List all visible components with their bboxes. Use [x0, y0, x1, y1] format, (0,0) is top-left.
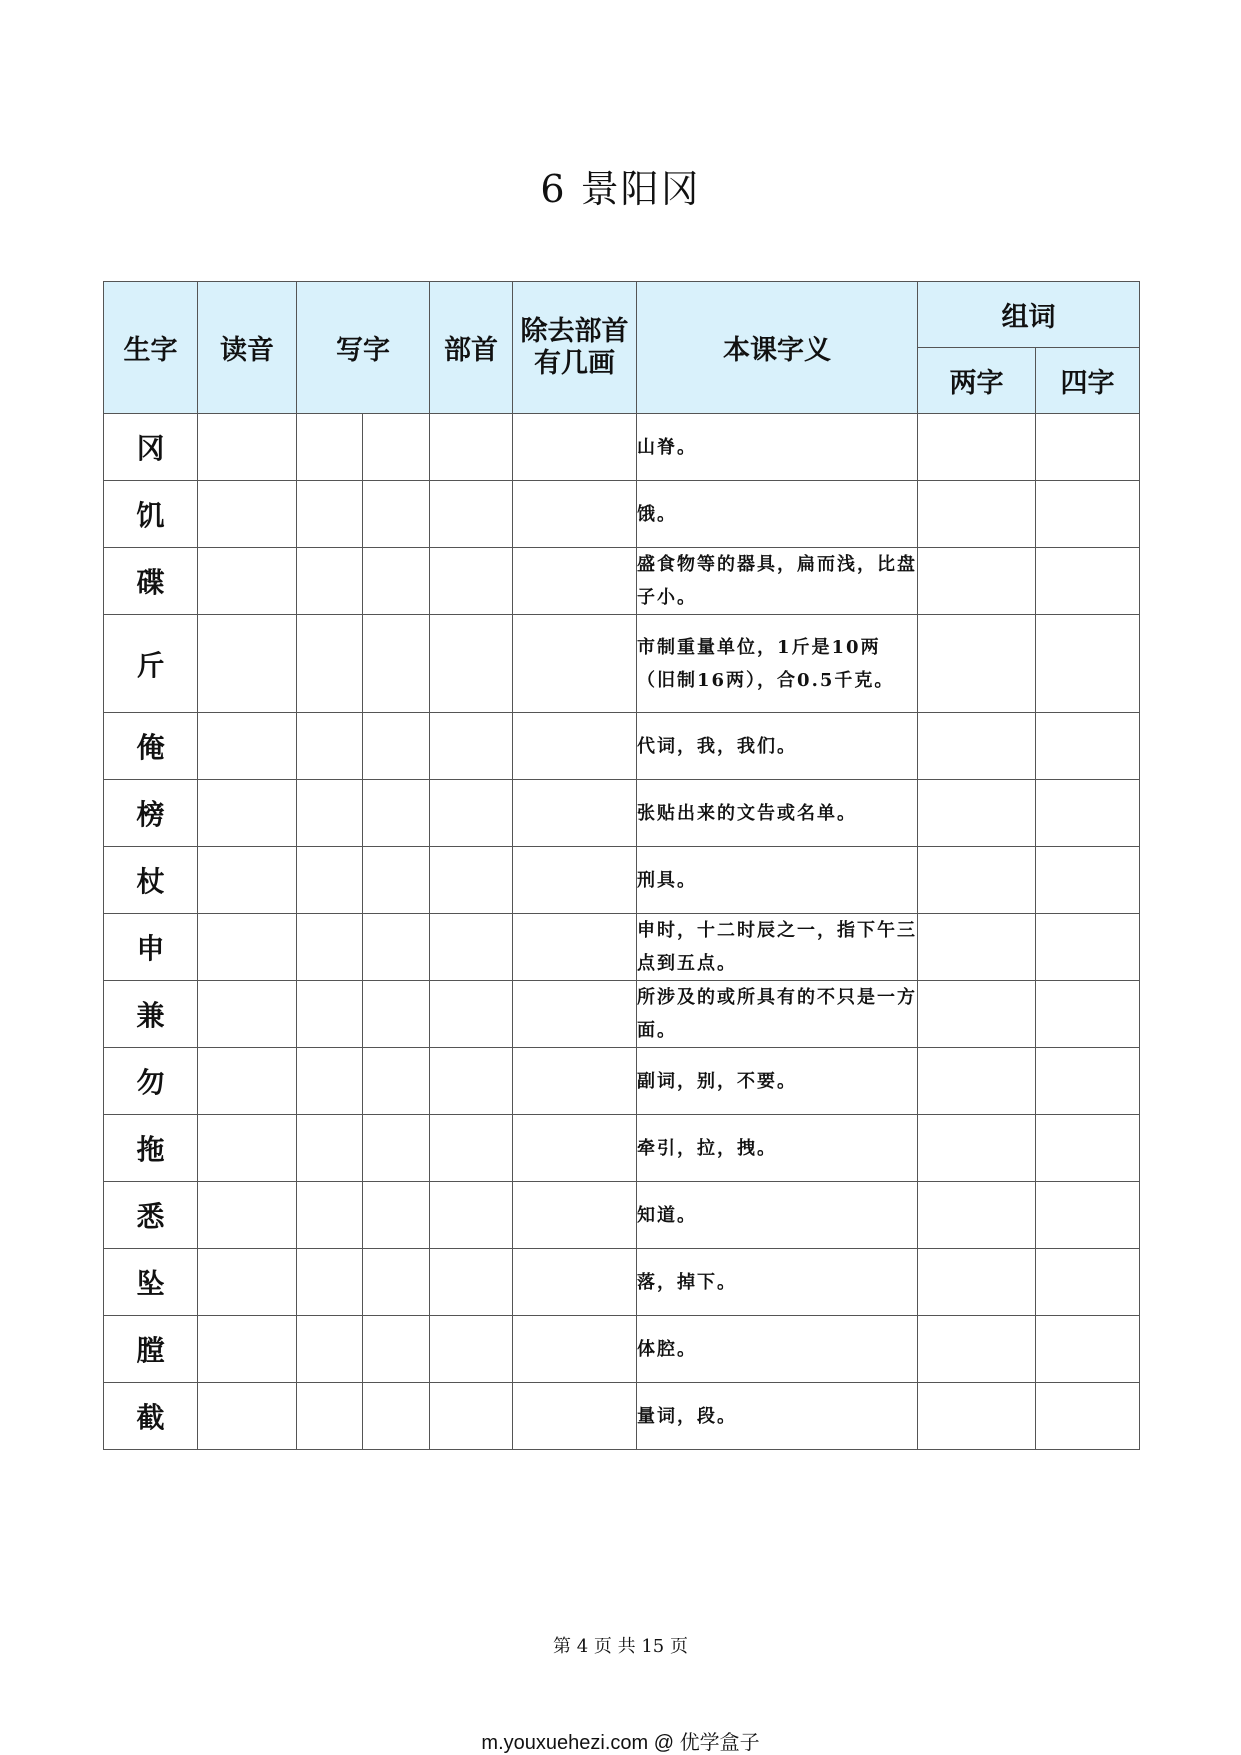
table-row	[104, 1115, 1140, 1182]
write-cell-1[interactable]	[297, 1048, 363, 1115]
meaning-cell: 牵引，拉，拽。	[637, 1115, 918, 1182]
meaning-cell: 落，掉下。	[637, 1249, 918, 1316]
char-cell: 悉	[104, 1182, 198, 1249]
header-char: 生字	[104, 282, 198, 414]
strokes-cell[interactable]	[513, 615, 637, 713]
write-cell-1[interactable]	[297, 1249, 363, 1316]
strokes-cell[interactable]	[513, 1316, 637, 1383]
write-cell-1[interactable]	[297, 981, 363, 1048]
write-cell-2[interactable]	[363, 847, 430, 914]
pinyin-cell[interactable]	[198, 481, 297, 548]
meaning-cell: 代词，我，我们。	[637, 713, 918, 780]
write-cell-2[interactable]	[363, 1048, 430, 1115]
pinyin-cell[interactable]	[198, 1316, 297, 1383]
header-four-char: 四字	[1036, 348, 1140, 414]
header-two-char: 两字	[918, 348, 1036, 414]
table-row	[104, 847, 1140, 914]
two-char-word-cell[interactable]	[918, 1182, 1036, 1249]
two-char-word-cell[interactable]	[918, 615, 1036, 713]
strokes-cell[interactable]	[513, 847, 637, 914]
char-cell: 饥	[104, 481, 198, 548]
site-watermark: m.youxuehezi.com @ 优学盒子	[481, 1732, 760, 1754]
four-char-word-cell[interactable]	[1036, 981, 1140, 1048]
table-row	[104, 713, 1140, 780]
strokes-cell[interactable]	[513, 548, 637, 615]
strokes-cell[interactable]	[513, 1249, 637, 1316]
four-char-word-cell[interactable]	[1036, 1048, 1140, 1115]
four-char-word-cell[interactable]	[1036, 1182, 1140, 1249]
write-cell-2[interactable]	[363, 713, 430, 780]
char-cell: 截	[104, 1383, 198, 1450]
pinyin-cell[interactable]	[198, 713, 297, 780]
radical-cell[interactable]	[430, 1383, 513, 1450]
meaning-cell: 申时，十二时辰之一，指下午三点到五点。	[637, 914, 918, 981]
pinyin-cell[interactable]	[198, 615, 297, 713]
four-char-word-cell[interactable]	[1036, 914, 1140, 981]
table-row	[104, 1249, 1140, 1316]
pinyin-cell[interactable]	[198, 1048, 297, 1115]
write-cell-1[interactable]	[297, 847, 363, 914]
radical-cell[interactable]	[430, 1115, 513, 1182]
write-cell-2[interactable]	[363, 548, 430, 615]
four-char-word-cell[interactable]	[1036, 780, 1140, 847]
table-row	[104, 481, 1140, 548]
pinyin-cell[interactable]	[198, 780, 297, 847]
two-char-word-cell[interactable]	[918, 780, 1036, 847]
radical-cell[interactable]	[430, 981, 513, 1048]
write-cell-2[interactable]	[363, 981, 430, 1048]
write-cell-1[interactable]	[297, 780, 363, 847]
header-meaning: 本课字义	[637, 282, 918, 414]
table-row	[104, 981, 1140, 1048]
radical-cell[interactable]	[430, 1316, 513, 1383]
radical-cell[interactable]	[430, 1182, 513, 1249]
write-cell-1[interactable]	[297, 914, 363, 981]
strokes-cell[interactable]	[513, 780, 637, 847]
meaning-cell: 所涉及的或所具有的不只是一方面。	[637, 981, 918, 1048]
char-cell: 勿	[104, 1048, 198, 1115]
write-cell-2[interactable]	[363, 414, 430, 481]
two-char-word-cell[interactable]	[918, 1383, 1036, 1450]
write-cell-2[interactable]	[363, 615, 430, 713]
table-row	[104, 1316, 1140, 1383]
write-cell-1[interactable]	[297, 615, 363, 713]
header-strokes: 除去部首有几画	[513, 282, 637, 414]
two-char-word-cell[interactable]	[918, 847, 1036, 914]
meaning-cell: 市制重量单位，1斤是10两（旧制16两），合0.5千克。	[637, 615, 918, 713]
vocab-table	[103, 281, 1140, 1450]
four-char-word-cell[interactable]	[1036, 548, 1140, 615]
char-cell: 斤	[104, 615, 198, 713]
strokes-cell[interactable]	[513, 1383, 637, 1450]
write-cell-1[interactable]	[297, 548, 363, 615]
radical-cell[interactable]	[430, 481, 513, 548]
radical-cell[interactable]	[430, 780, 513, 847]
four-char-word-cell[interactable]	[1036, 1249, 1140, 1316]
write-cell-2[interactable]	[363, 914, 430, 981]
char-cell: 杖	[104, 847, 198, 914]
table-row	[104, 914, 1140, 981]
two-char-word-cell[interactable]	[918, 548, 1036, 615]
strokes-cell[interactable]	[513, 481, 637, 548]
write-cell-1[interactable]	[297, 1316, 363, 1383]
write-cell-2[interactable]	[363, 1115, 430, 1182]
write-cell-1[interactable]	[297, 481, 363, 548]
four-char-word-cell[interactable]	[1036, 1316, 1140, 1383]
strokes-cell[interactable]	[513, 713, 637, 780]
radical-cell[interactable]	[430, 548, 513, 615]
radical-cell[interactable]	[430, 1249, 513, 1316]
radical-cell[interactable]	[430, 414, 513, 481]
pinyin-cell[interactable]	[198, 414, 297, 481]
page-title: 6 景阳冈	[540, 167, 701, 211]
pinyin-cell[interactable]	[198, 847, 297, 914]
meaning-cell: 盛食物等的器具，扁而浅，比盘子小。	[637, 548, 918, 615]
four-char-word-cell[interactable]	[1036, 713, 1140, 780]
vocab-body	[104, 414, 1140, 1450]
four-char-word-cell[interactable]	[1036, 615, 1140, 713]
char-cell: 俺	[104, 713, 198, 780]
meaning-cell: 知道。	[637, 1182, 918, 1249]
char-cell: 申	[104, 914, 198, 981]
meaning-cell: 量词，段。	[637, 1383, 918, 1450]
write-cell-1[interactable]	[297, 1182, 363, 1249]
strokes-cell[interactable]	[513, 1115, 637, 1182]
table-row	[104, 1383, 1140, 1450]
pinyin-cell[interactable]	[198, 1115, 297, 1182]
two-char-word-cell[interactable]	[918, 1115, 1036, 1182]
char-cell: 碟	[104, 548, 198, 615]
char-cell: 拖	[104, 1115, 198, 1182]
write-cell-1[interactable]	[297, 713, 363, 780]
four-char-word-cell[interactable]	[1036, 1115, 1140, 1182]
char-cell: 榜	[104, 780, 198, 847]
two-char-word-cell[interactable]	[918, 981, 1036, 1048]
two-char-word-cell[interactable]	[918, 914, 1036, 981]
pinyin-cell[interactable]	[198, 981, 297, 1048]
table-row	[104, 780, 1140, 847]
header-pinyin: 读音	[198, 282, 297, 414]
strokes-cell[interactable]	[513, 914, 637, 981]
pinyin-cell[interactable]	[198, 1383, 297, 1450]
four-char-word-cell[interactable]	[1036, 414, 1140, 481]
two-char-word-cell[interactable]	[918, 1316, 1036, 1383]
strokes-cell[interactable]	[513, 1048, 637, 1115]
radical-cell[interactable]	[430, 914, 513, 981]
write-cell-1[interactable]	[297, 1115, 363, 1182]
strokes-cell[interactable]	[513, 1182, 637, 1249]
radical-cell[interactable]	[430, 1048, 513, 1115]
char-cell: 膛	[104, 1316, 198, 1383]
pinyin-cell[interactable]	[198, 1182, 297, 1249]
two-char-word-cell[interactable]	[918, 414, 1036, 481]
pinyin-cell[interactable]	[198, 548, 297, 615]
write-cell-2[interactable]	[363, 1182, 430, 1249]
char-cell: 坠	[104, 1249, 198, 1316]
header-radical: 部首	[430, 282, 513, 414]
meaning-cell: 体腔。	[637, 1316, 918, 1383]
strokes-cell[interactable]	[513, 414, 637, 481]
radical-cell[interactable]	[430, 847, 513, 914]
meaning-cell: 张贴出来的文告或名单。	[637, 780, 918, 847]
four-char-word-cell[interactable]	[1036, 481, 1140, 548]
write-cell-2[interactable]	[363, 481, 430, 548]
char-cell: 兼	[104, 981, 198, 1048]
char-cell: 冈	[104, 414, 198, 481]
write-cell-2[interactable]	[363, 780, 430, 847]
pinyin-cell[interactable]	[198, 1249, 297, 1316]
pinyin-cell[interactable]	[198, 914, 297, 981]
meaning-cell: 饿。	[637, 481, 918, 548]
two-char-word-cell[interactable]	[918, 713, 1036, 780]
meaning-cell: 副词，别，不要。	[637, 1048, 918, 1115]
write-cell-2[interactable]	[363, 1383, 430, 1450]
meaning-cell: 刑具。	[637, 847, 918, 914]
table-row	[104, 615, 1140, 713]
page-number: 第 4 页 共 15 页	[553, 1636, 688, 1657]
table-row	[104, 1182, 1140, 1249]
radical-cell[interactable]	[430, 713, 513, 780]
header-write: 写字	[297, 282, 430, 414]
write-cell-2[interactable]	[363, 1316, 430, 1383]
table-row	[104, 1048, 1140, 1115]
header-words: 组词	[918, 282, 1140, 348]
two-char-word-cell[interactable]	[918, 481, 1036, 548]
meaning-cell: 山脊。	[637, 414, 918, 481]
two-char-word-cell[interactable]	[918, 1249, 1036, 1316]
two-char-word-cell[interactable]	[918, 1048, 1036, 1115]
strokes-cell[interactable]	[513, 981, 637, 1048]
radical-cell[interactable]	[430, 615, 513, 713]
table-row	[104, 414, 1140, 481]
four-char-word-cell[interactable]	[1036, 847, 1140, 914]
write-cell-1[interactable]	[297, 1383, 363, 1450]
table-row	[104, 548, 1140, 615]
four-char-word-cell[interactable]	[1036, 1383, 1140, 1450]
write-cell-1[interactable]	[297, 414, 363, 481]
write-cell-2[interactable]	[363, 1249, 430, 1316]
